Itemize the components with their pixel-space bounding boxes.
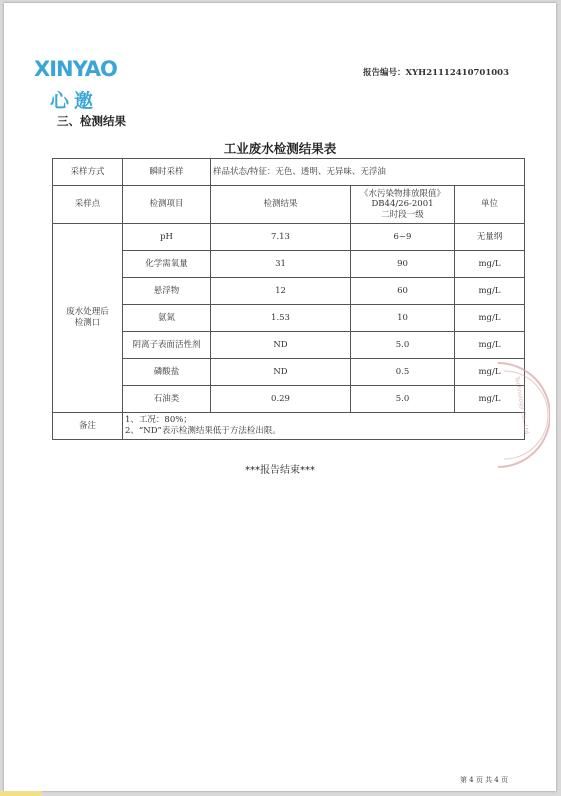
row-result: ND (211, 332, 351, 359)
company-seal-stamp (494, 361, 550, 471)
table-row (53, 251, 525, 278)
report-page (4, 3, 556, 791)
row-limit: 60 (351, 278, 455, 305)
col-limit (351, 186, 455, 224)
results-table (52, 158, 525, 440)
row-result: 7.13 (211, 224, 351, 251)
row-limit: 6~9 (351, 224, 455, 251)
corner-marker (0, 791, 42, 796)
page-number: 第 4 页 共 4 页 (459, 776, 508, 784)
row-limit: 10 (351, 305, 455, 332)
row-limit: 5.0 (351, 386, 455, 413)
sample-state: 样品状态/特征：无色、透明、无异味、无浮油 (211, 159, 525, 186)
logo-wordmark: XINYAO (34, 57, 117, 81)
row-limit: 0.5 (351, 359, 455, 386)
remark-2: 2、“ND”表示检测结果低于方法检出限。 (125, 426, 281, 436)
remarks-label: 备注 (53, 413, 123, 440)
limit-standard-code: DB44/26-2001 (371, 199, 434, 210)
remarks-content (123, 413, 525, 440)
row-result: 31 (211, 251, 351, 278)
limit-standard-level: 二时段一级 (381, 209, 424, 220)
table-row (53, 305, 525, 332)
row-unit: mg/L (455, 386, 525, 413)
xinyao-logo-icon (34, 55, 124, 81)
header-row (53, 186, 525, 224)
row-item: 化学需氧量 (123, 251, 211, 278)
section-heading: 三、检测结果 (57, 114, 126, 128)
table-title: 工业废水检测结果表 (223, 141, 337, 156)
sampling-point-line1: 废水处理后 (66, 307, 109, 318)
col-sampling-point: 采样点 (53, 186, 123, 224)
limit-standard-name: 《水污染物排放限值》 (359, 188, 445, 199)
row-limit: 90 (351, 251, 455, 278)
row-unit: mg/L (455, 278, 525, 305)
row-result: 1.53 (211, 305, 351, 332)
row-unit: mg/L (455, 251, 525, 278)
col-unit: 单位 (455, 186, 525, 224)
table-row (53, 332, 525, 359)
row-limit: 5.0 (351, 332, 455, 359)
row-result: 12 (211, 278, 351, 305)
row-item: 阴离子表面活性剂 (123, 332, 211, 359)
row-item: pH (123, 224, 211, 251)
col-test-item: 检测项目 (123, 186, 211, 224)
report-end-mark: ***报告结束*** (245, 465, 315, 476)
sampling-method-row (53, 159, 525, 186)
sampling-method-label: 采样方式 (53, 159, 123, 186)
row-item: 悬浮物 (123, 278, 211, 305)
row-result: 0.29 (211, 386, 351, 413)
row-item: 磷酸盐 (123, 359, 211, 386)
remarks-row (53, 413, 525, 440)
table-row (53, 386, 525, 413)
sampling-point-line2: 检测口 (74, 318, 101, 328)
logo-chinese-name: 心邀 (50, 90, 99, 112)
row-unit: 无量纲 (455, 224, 525, 251)
table-row (53, 224, 525, 251)
table-row (53, 359, 525, 386)
row-result: ND (211, 359, 351, 386)
row-item: 氨氮 (123, 305, 211, 332)
sampling-method-value: 瞬时采样 (123, 159, 211, 186)
table-row (53, 278, 525, 305)
col-test-result: 检测结果 (211, 186, 351, 224)
sampling-point-cell (53, 224, 123, 413)
row-unit: mg/L (455, 332, 525, 359)
row-unit: mg/L (455, 359, 525, 386)
company-logo (34, 55, 124, 81)
row-unit: mg/L (455, 305, 525, 332)
remark-1: 1、工况：80%； (125, 415, 192, 426)
report-number: 报告编号：XYH21112410701003 (363, 68, 509, 78)
row-item: 石油类 (123, 386, 211, 413)
seal-text: Technology Co., Ltd. (513, 375, 531, 437)
